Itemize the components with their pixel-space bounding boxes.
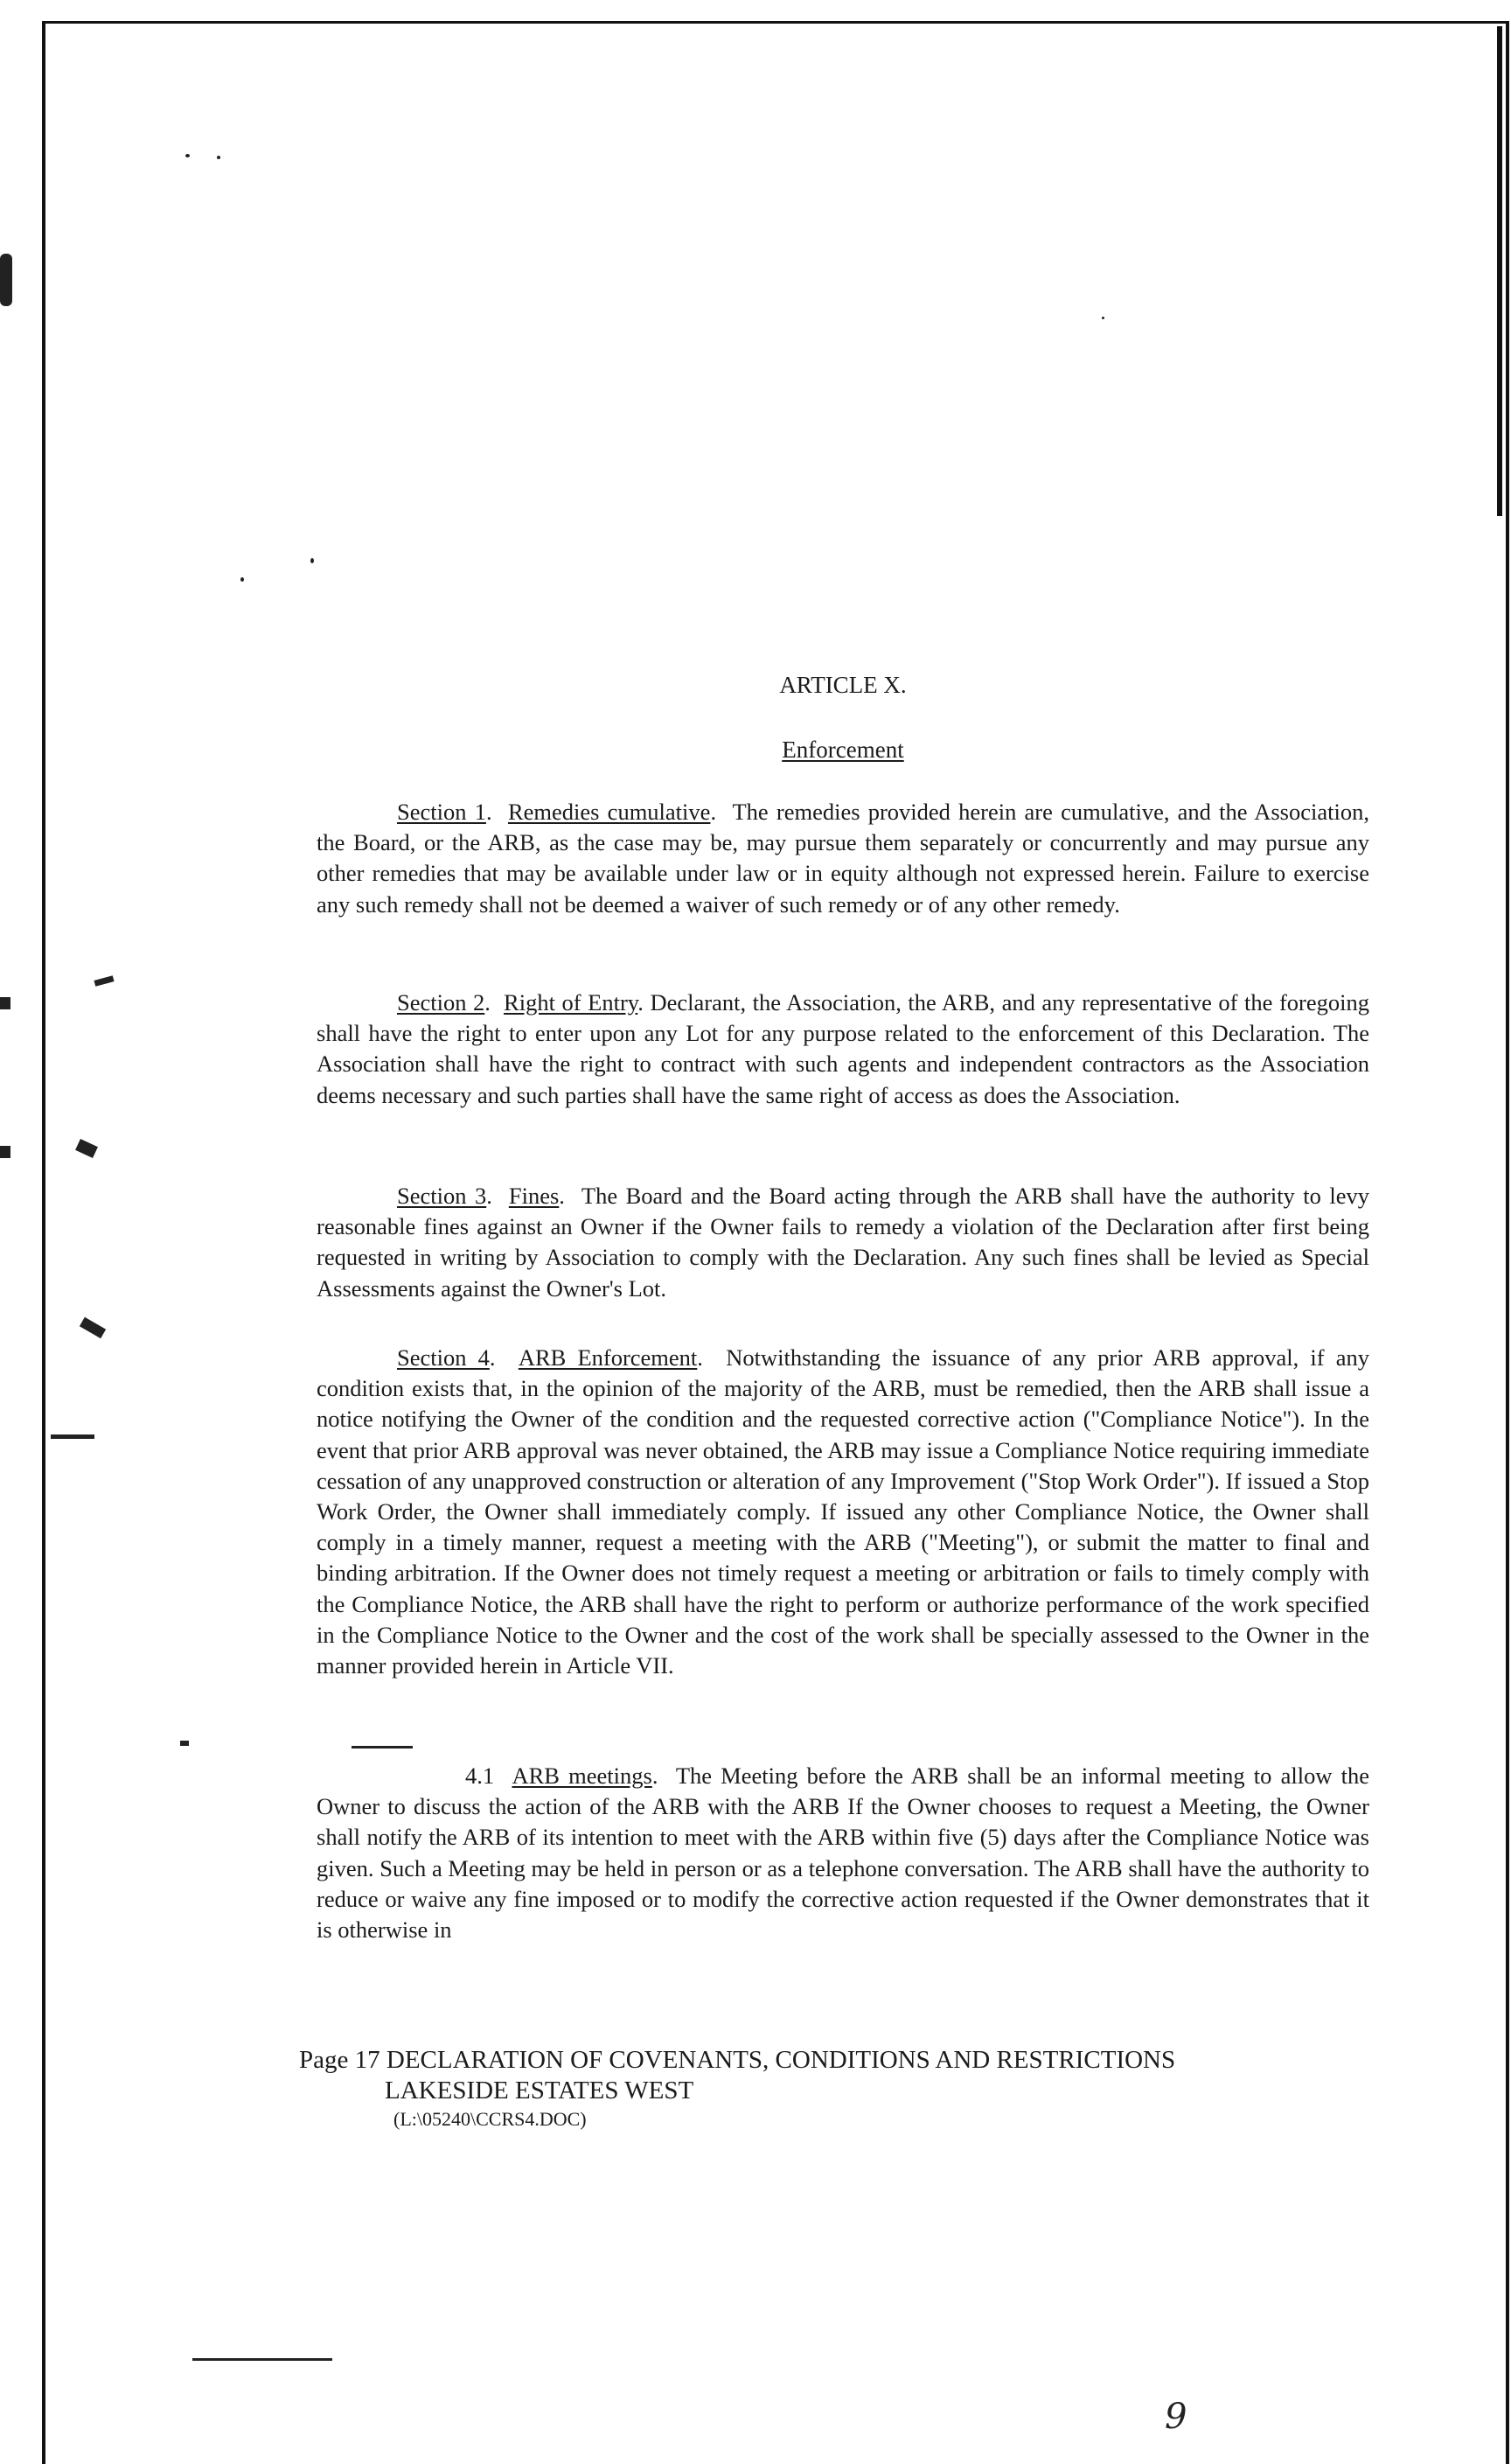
scan-smudge [0, 1146, 10, 1158]
page-footer [299, 2045, 1175, 2132]
scan-speck [240, 577, 244, 582]
section-paragraph: Section 1. Remedies cumulative. The remedies provided herein are cumulative, and the Association, the Board, or the ARB, as the case may be, may pursue them separately or concurrently and may pursue any other remedies that may be available under law or in equity although not expressed herein. Failure to exercise any such remedy shall not be deemed a waiver of such remedy or of any other remedy. [317, 799, 1369, 918]
handwritten-page-mark: 9 [1165, 2397, 1187, 2437]
section-title: Remedies cumulative [507, 799, 711, 825]
section-1 [317, 797, 1369, 920]
scan-speck [310, 558, 314, 563]
footer-file-path: (L:\05240\CCRS4.DOC) [393, 2108, 587, 2130]
section-body: The remedies provided herein are cumulative, and the Association, the Board, or the ARB, as the case may be, may pursue them separately or concurrently and may pursue any other remedies that may be available under law or in equity although not expressed herein. Failure to exercise any such remedy shall not be deemed a waiver of such remedy or of any other remedy. [317, 799, 1369, 918]
section-body: Notwithstanding the issuance of any prior ARB approval, if any condition exists that, in the opinion of the majority of the ARB, must be remedied, then the ARB shall issue a notice notifying the Owner of the condition and the requested corrective action ("Compliance Notice"). In the event that prior ARB approval was never obtained, the ARB may issue a Compliance Notice requiring immediate cessation of any unapproved construction or alteration of any Improvement ("Stop Work Order"). If issued a Stop Work Order, the Owner shall immediately comply. If issued any other Compliance Notice, the Owner shall comply in a timely manner, request a meeting with the ARB ("Meeting"), or submit the matter to final and binding arbitration. If the Owner does not timely request a meeting or arbitration or fails to timely comply with the Compliance Notice, the ARB shall have the right to perform or authorize performance of the work specified in the Compliance Notice to the Owner and the cost of the work shall be specially assessed to the Owner in the manner provided herein in Article VII. [317, 1344, 1369, 1679]
subsection-number: 4.1 [465, 1762, 495, 1789]
section-heading: Section 2 [397, 989, 485, 1016]
subsection-title: ARB meetings [512, 1762, 652, 1789]
scan-speck [1102, 317, 1104, 319]
section-title: Right of Entry [504, 989, 638, 1016]
scan-smudge [0, 254, 12, 306]
scan-smudge [180, 1741, 189, 1746]
section-heading: Section 3 [397, 1183, 487, 1209]
section-4 [317, 1343, 1369, 1681]
article-title-text: Enforcement [782, 736, 904, 763]
scan-smudge [0, 997, 10, 1009]
section-body: The Board and the Board acting through the ARB shall have the authority to levy reasonable fines against an Owner if the Owner fails to remedy a violation of the Declaration after first being requested in writing by Association to comply with the Declaration. Any such fines shall be levied as Special Assessments against the Owner's Lot. [317, 1183, 1370, 1302]
subsection-paragraph: 4.1 ARB meetings. The Meeting before the ARB shall be an informal meeting to allow the Owner to discuss the action of the ARB with the ARB If the Owner chooses to request a Meeting, the Owner shall notify the ARB of its intention to meet with the ARB within five (5) days after the Compliance Notice was given. Such a Meeting may be held in person or as a telephone conversation. The ARB shall have the authority to reduce or waive any fine imposed or to modify the corrective action requested if the Owner demonstrates that it is otherwise in [317, 1762, 1370, 1944]
section-heading: Section 1 [397, 799, 486, 825]
scan-smudge [352, 1746, 413, 1749]
section-paragraph: Section 3. Fines. The Board and the Board acting through the ARB shall have the authority to levy reasonable fines against an Owner if the Owner fails to remedy a violation of the Declaration after first being requested in writing by Association to comply with the Declaration. Any such fines shall be levied as Special Assessments against the Owner's Lot. [317, 1183, 1370, 1302]
scan-edge-mark [1497, 26, 1502, 516]
article-title [317, 736, 1369, 764]
scan-smudge [192, 2358, 332, 2361]
subsection-body: The Meeting before the ARB shall be an informal meeting to allow the Owner to discuss the action of the ARB with the ARB If the Owner chooses to request a Meeting, the Owner shall notify the ARB of its intention to meet with the ARB within five (5) days after the Compliance Notice was given. Such a Meeting may be held in person or as a telephone conversation. The ARB shall have the authority to reduce or waive any fine imposed or to modify the corrective action requested if the Owner demonstrates that it is otherwise in [317, 1762, 1370, 1944]
section-title: ARB Enforcement [518, 1344, 698, 1371]
section-paragraph: Section 4. ARB Enforcement. Notwithstanding the issuance of any prior ARB approval, if any condition exists that, in the opinion of the majority of the ARB, must be remedied, then the ARB shall issue a notice notifying the Owner of the condition and the requested corrective action ("Compliance Notice"). In the event that prior ARB approval was never obtained, the ARB may issue a Compliance Notice requiring immediate cessation of any unapproved construction or alteration of any Improvement ("Stop Work Order"). If issued a Stop Work Order, the Owner shall immediately comply. If issued any other Compliance Notice, the Owner shall comply in a timely manner, request a meeting with the ARB ("Meeting"), or submit the matter to final and binding arbitration. If the Owner does not timely request a meeting or arbitration or fails to timely comply with the Compliance Notice, the ARB shall have the right to perform or authorize performance of the work specified in the Compliance Notice to the Owner and the cost of the work shall be specially assessed to the Owner in the manner provided herein in Article VII. [317, 1344, 1369, 1679]
section-heading: Section 4 [397, 1344, 490, 1371]
article-number: ARTICLE X. [779, 672, 907, 698]
section-title: Fines [508, 1183, 560, 1209]
scan-speck [217, 156, 220, 159]
subsection-4-1 [317, 1761, 1369, 1945]
section-2 [317, 988, 1369, 1111]
footer-document-title: Page 17 DECLARATION OF COVENANTS, CONDITIONS AND RESTRICTIONS [299, 2046, 1176, 2074]
scan-speck [185, 154, 190, 157]
scan-smudge [51, 1434, 94, 1439]
section-paragraph: Section 2. Right of Entry. Declarant, the Association, the ARB, and any representative of the foregoing shall have the right to enter upon any Lot for any purpose related to the enforcement of this Declaration. The Association shall have the right to contract with such agents and independent contractors as the Association deems necessary and such parties shall have the same right of access as does the Association. [317, 989, 1369, 1108]
footer-project-name: LAKESIDE ESTATES WEST [385, 2077, 694, 2105]
section-3 [317, 1181, 1369, 1304]
section-body: Declarant, the Association, the ARB, and any representative of the foregoing shall have the right to enter upon any Lot for any purpose related to the enforcement of this Declaration. The Association shall have the right to contract with such agents and independent contractors as the Association deems necessary and such parties shall have the same right of access as does the Association. [317, 989, 1369, 1108]
